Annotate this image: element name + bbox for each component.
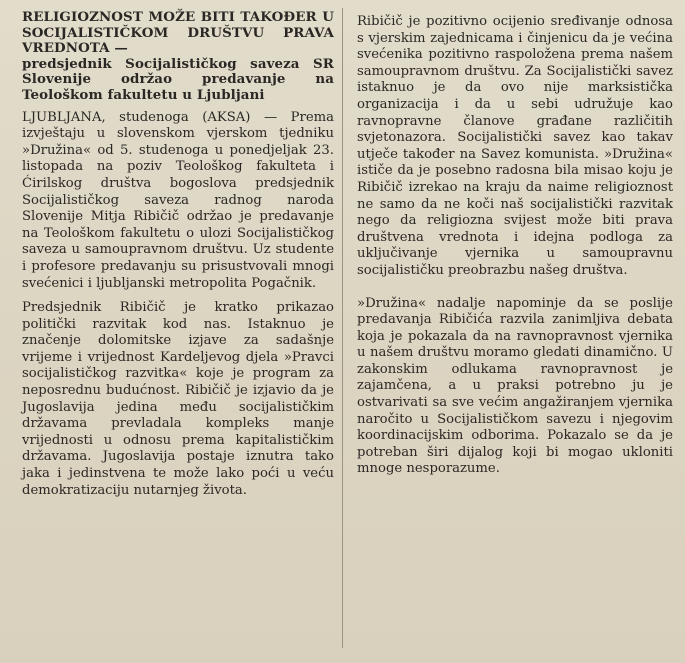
paragraph-dateline: LJUBLJANA, studenoga (AKSA) — Prema izvještaju u slovenskom vjerskom tjedniku »Družina« od 5. studenoga u ponedjeljak 23. listopada na poziv Teološkog fakulteta i Ćirilskog društva bogoslova predsjednik Socijalističkog saveza radnog naroda Slovenije Mitja Ribičič održao je predavanje na Teološkom fakultetu o ulozi Socijalističkog saveza u samoupravnom društvu. Uz studente i profesore predavanju su prisustvovali mnogi svećenici i ljubljanski metropolita Pogačnik. — [22, 109, 334, 291]
paragraph-debate: »Družina« nadalje napominje da se poslije predavanja Ribičića razvila zanimljiva debata koja je pokazala da na ravnopravnost vjernika u našem društvu moramo gledati dinamično. U zakonskim odlukama ravnopravnost je zajamčena, a u praksi potrebno ju je ostvarivati sa sve većim angažiranjem vjernika naročito u Socijalističkom savezu i njegovim koordinacijskim odborima. Pokazalo se da je potreban širi dijalog koji bi mogao ukloniti mnoge nesporazume. — [357, 295, 673, 477]
paragraph-religious-relations: Ribičič je pozitivno ocijenio sređivanje odnosa s vjerskim zajednicama i činjenicu da je većina svećenika pozitivno raspoložena prema našem samoupravnom društvu. Za Socijalistički savez istaknuo je da ovo nije marksistička organizacija i da u sebi udružuje kao ravnopravne članove građane različitih svjetonazora. Socijalistički savez kao takav utječe također na Savez komunista. »Družina« ističe da je posebno radosna bila misao koju je Ribičič izrekao na kraju da naime religioznost ne samo da ne koči naš socijalistički razvitak nego da religiozna svijest može biti prava društvena vrednota i idejna podloga za uključivanje vjernika u samoupravnu socijalističku preobrazbu našeg društva. — [357, 14, 673, 278]
left-column — [0, 0, 340, 663]
column-divider — [342, 8, 343, 648]
headline-title: RELIGIOZNOST MOŽE BITI TAKOĐER U SOCIJALISTIČKOM DRUŠTVU PRAVA VREDNOTA — — [22, 9, 334, 57]
right-column — [347, 0, 685, 663]
paragraph-ribicic-development: Predsjednik Ribičič je kratko prikazao politički razvitak kod nas. Istaknuo je značenje dolomitske izjave za sadašnje vrijeme i vrijednost Kardeljevog djela »Pravci socijalističkog razvitka« koje je program za neposrednu budućnost. Ribičič je izjavio da je Jugoslavija jedina među socijalističkim državama prevladala kompleks manje vrijednosti u odnosu prema kapitalističkim državama. Jugoslavija postaje iznutra tako jaka i jedinstvena te može lako poći u veću demokratizaciju nutarnjeg života. — [22, 300, 334, 498]
article-headline — [22, 10, 334, 104]
headline-subtitle: predsjednik Socijalističkog saveza SR Slovenije održao predavanje na Teološkom fakultetu u Ljubljani — [22, 55, 334, 103]
